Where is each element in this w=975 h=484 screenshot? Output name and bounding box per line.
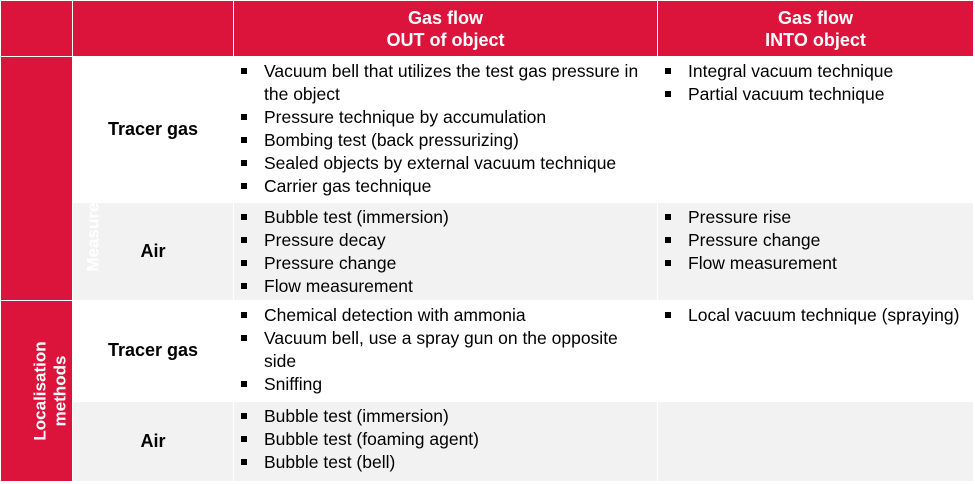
header-out-line1: Gas flow: [407, 7, 483, 28]
table-row: [1, 202, 974, 300]
list-item: Flow measurement: [688, 252, 965, 275]
method-list: [658, 57, 973, 106]
group-label-measurement: Measurement methods: [83, 86, 103, 272]
row-label-tracer-gas: Tracer gas: [73, 301, 234, 401]
row-label-air: Air: [73, 401, 234, 481]
table-row: [1, 301, 974, 401]
list-item: Sealed objects by external vacuum technique: [264, 152, 649, 175]
group-localisation-methods: [1, 301, 73, 482]
table-row: [1, 57, 974, 203]
header-into-line2: INTO object: [765, 29, 866, 50]
method-list: [234, 301, 657, 396]
cell-into: [658, 301, 974, 401]
list-item: Carrier gas technique: [264, 175, 649, 198]
list-item: Pressure technique by accumulation: [264, 106, 649, 129]
group-localisation-line1: Localisation: [30, 341, 50, 441]
table-row: [1, 401, 974, 481]
cell-out: [234, 57, 658, 203]
group-label-localisation: [31, 342, 71, 441]
method-list: [658, 402, 973, 405]
list-item: Sniffing: [264, 373, 649, 396]
list-item: Vacuum bell, use a spray gun on the opposite side: [264, 327, 649, 373]
cell-out: [234, 401, 658, 481]
group-localisation-line2: methods: [50, 355, 70, 427]
group-measurement-methods: [1, 57, 103, 301]
header-out-line2: OUT of object: [386, 29, 505, 50]
list-item: Bubble test (bell): [264, 451, 649, 474]
list-item: Pressure decay: [264, 229, 649, 252]
header-row-label-empty: [73, 1, 234, 57]
list-item: Pressure change: [264, 252, 649, 275]
list-item: Local vacuum technique (spraying): [688, 304, 965, 327]
list-item: Bubble test (immersion): [264, 405, 649, 428]
method-list: [234, 402, 657, 474]
row-label-tracer-gas: Tracer gas: [73, 57, 234, 203]
method-list: [658, 203, 973, 275]
list-item: Pressure change: [688, 229, 965, 252]
list-item: Pressure rise: [688, 206, 965, 229]
row-label-air: Air: [73, 202, 234, 300]
header-corner-empty: [1, 1, 73, 57]
cell-out: [234, 202, 658, 300]
list-item: Flow measurement: [264, 275, 649, 298]
list-item: Bombing test (back pressurizing): [264, 129, 649, 152]
cell-out: [234, 301, 658, 401]
cell-into: [658, 401, 974, 481]
method-list: [234, 203, 657, 298]
header-into-line1: Gas flow: [777, 7, 853, 28]
cell-into: [658, 202, 974, 300]
method-list: [234, 57, 657, 198]
header-gas-flow-into: [658, 1, 974, 57]
header-gas-flow-out: [234, 1, 658, 57]
list-item: Bubble test (foaming agent): [264, 428, 649, 451]
header-row: [1, 1, 974, 57]
list-item: Chemical detection with ammonia: [264, 304, 649, 327]
method-list: [658, 301, 973, 327]
list-item: Partial vacuum technique: [688, 83, 965, 106]
list-item: Integral vacuum technique: [688, 60, 965, 83]
list-item: Vacuum bell that utilizes the test gas pressure in the object: [264, 60, 649, 106]
list-item: Bubble test (immersion): [264, 206, 649, 229]
cell-into: [658, 57, 974, 203]
